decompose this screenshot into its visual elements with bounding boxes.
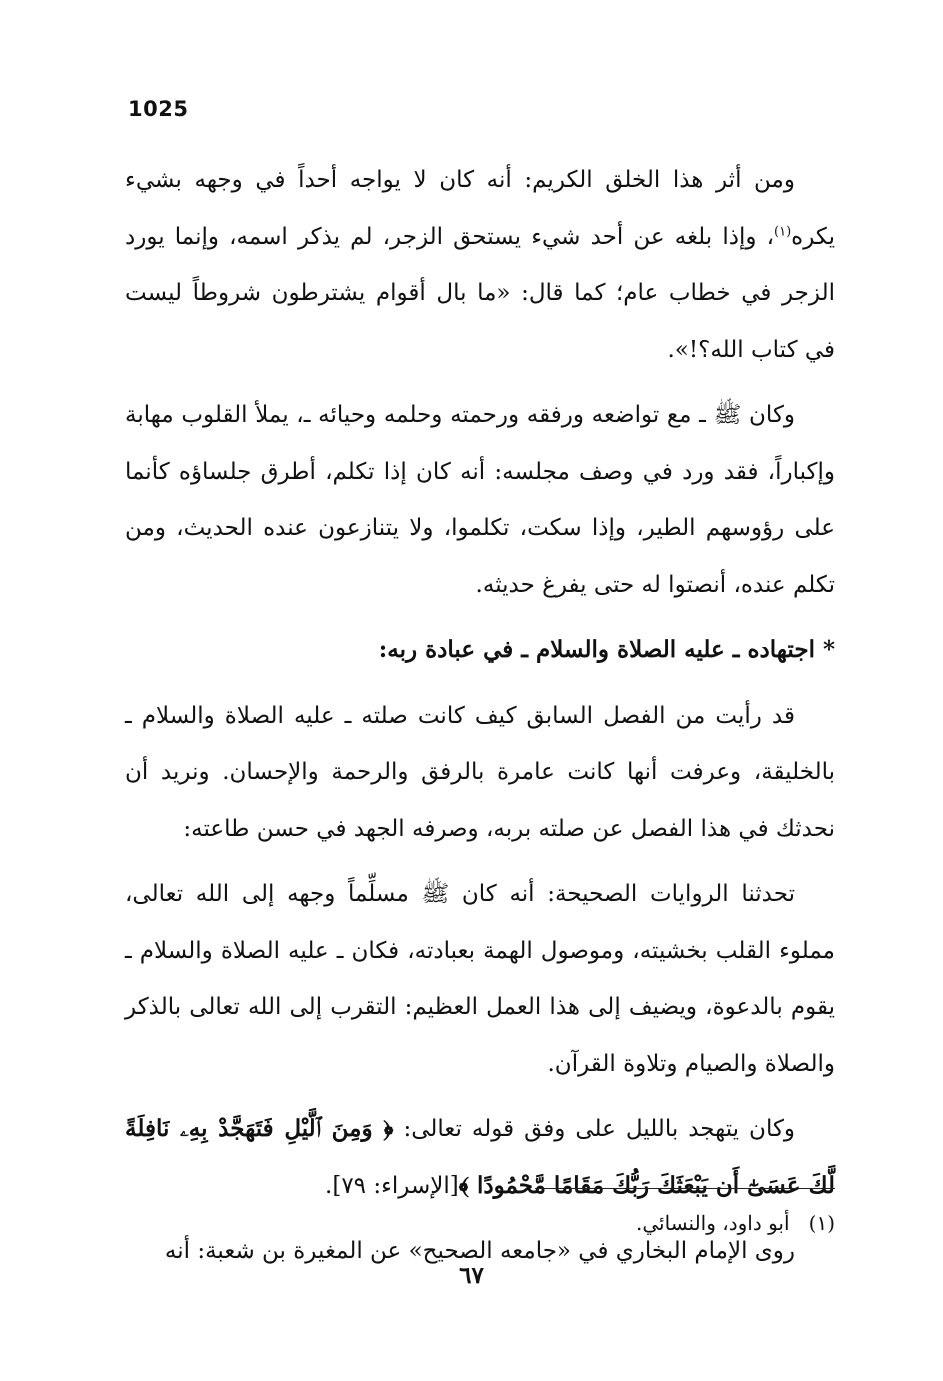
footnote-marker: (١) [808,1211,835,1235]
paragraph-6: روى الإمام البخاري في «جامعه الصحيح» عن المغيرة بن شعبة: أنه [164,1238,795,1264]
main-text [125,152,835,1289]
paragraph-4: تحدثنا الروايات الصحيحة: أنه كان ﷺ مسلِّماً وجهه إلى الله تعالى، مملوء القلب بخشيته، وموصول الهمة بعبادته، فكان ـ عليه الصلاة والسلام ـ يقوم بالدعوة، ويضيف إلى هذا العمل العظيم: التقرب إلى الله تعالى بالذكر والصلاة والصيام وتلاوة القرآن. [125,881,835,1077]
paragraph-1-start: ومن أثر هذا الخلق الكريم: أنه كان لا يواجه أحداً في وجهه بشيء يكره [125,167,835,250]
section-heading: * اجتهاده ـ عليه الصلاة والسلام ـ في عبادة ربه: [378,636,835,663]
verse-citation: [الإسراء: ٧٩]. [325,1172,459,1199]
paragraph-5 [125,1101,835,1214]
quran-verse: ﴿ وَمِنَ ٱلَّيْلِ فَتَهَجَّدْ بِهِۦ نَافِلَةً لَّكَ عَسَىٰٓ أَن يَبْعَثَكَ رَبُّكَ مَقَامًا مَّحْمُودًا ﴾ [125,1115,835,1199]
paragraph-5-intro: وكان يتهجد بالليل على وفق قوله تعالى: [403,1116,796,1142]
paragraph-1 [125,152,835,378]
paragraph-2: وكان ﷺ ـ مع تواضعه ورفقه ورحمته وحلمه وحيائه ـ، يملأ القلوب مهابة وإكباراً، فقد ورد في وصف مجلسه: أنه كان إذا تكلم، أطرق جلساؤه كأنما على رؤوسهم الطير، وإذا سكت، تكلموا، ولا يتنازعون عنده الحديث، ومن تكلم عنده، أنصتوا له حتى يفرغ حديثه. [125,402,835,598]
page-number-top: 1025 [128,97,189,121]
footnote-text: أبو داود، والنسائي. [636,1211,790,1235]
footnote-ref-1: (١) [774,223,792,239]
footnote-separator [535,1188,835,1189]
paragraph-1-rest: ، وإذا بلغه عن أحد شيء يستحق الزجر، لم يذكر اسمه، وإنما يورد الزجر في خطاب عام؛ كما قال: «ما بال أقوام يشترطون شروطاً ليست في كتاب الله؟!». [125,223,835,363]
page-number-bottom: ٦٧ [459,1262,484,1289]
paragraph-3: قد رأيت من الفصل السابق كيف كانت صلته ـ عليه الصلاة والسلام ـ بالخليقة، وعرفت أنها كانت عامرة بالرفق والرحمة والإحسان. ونريد أن نحدثك في هذا الفصل عن صلته بربه، وصرفه الجهد في حسن طاعته: [125,702,835,842]
footnote-1 [125,1205,835,1241]
